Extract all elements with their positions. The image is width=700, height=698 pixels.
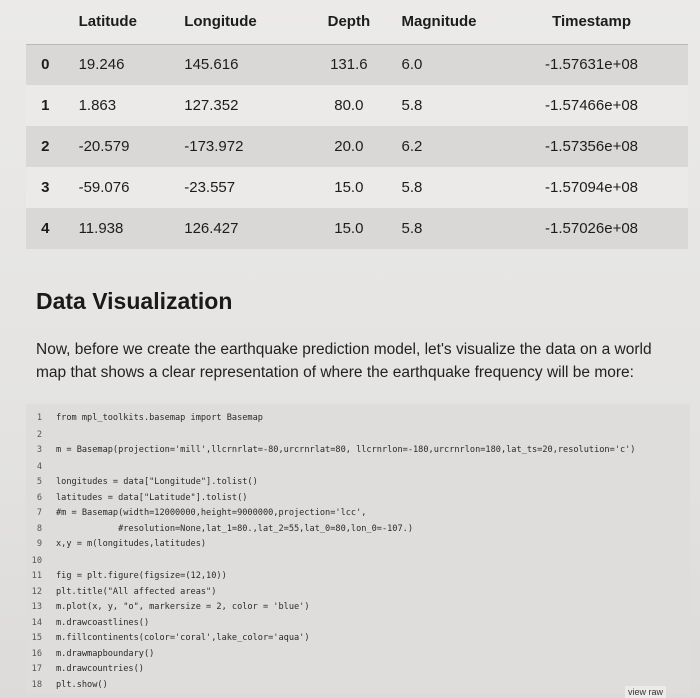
cell-timestamp: -1.57356e+08 (545, 138, 639, 155)
line-number: 7 (36, 508, 42, 518)
section-heading: Data Visualization (36, 288, 233, 314)
column-header-latitude: Latitude (65, 0, 175, 44)
cell-latitude: 11.938 (78, 220, 124, 237)
table-row (26, 44, 688, 85)
code-text: m.fillcontinents(color='coral',lake_color='aqua') (56, 633, 310, 643)
code-line (26, 474, 258, 490)
code-text: fig = plt.figure(figsize=(12,10)) (56, 571, 227, 581)
cell-longitude: 145.616 (184, 56, 239, 74)
row-index: 2 (41, 138, 50, 155)
line-number: 2 (36, 430, 42, 440)
code-line (26, 553, 56, 569)
cell-longitude: 127.352 (184, 97, 239, 114)
code-line (26, 568, 227, 584)
section-paragraph: Now, before we create the earthquake prediction model, let's visualize the data on a world map that shows a clear representation of where the earthquake frequency will be more: (36, 341, 652, 381)
code-line (26, 661, 144, 677)
table-row (26, 167, 688, 208)
line-number: 12 (31, 587, 42, 597)
code-text: #m = Basemap(width=12000000,height=9000000,projection='lcc', (56, 508, 367, 518)
code-text: longitudes = data["Longitude"].tolist() (56, 477, 258, 487)
cell-depth: 15.0 (334, 220, 364, 237)
cell-depth: 80.0 (334, 97, 364, 114)
cell-latitude: -20.579 (78, 138, 130, 155)
table-header-row (26, 0, 688, 44)
cell-magnitude: 5.8 (401, 220, 423, 237)
code-text: m.plot(x, y, "o", markersize = 2, color = 'blue') (56, 602, 310, 612)
cell-depth: 131.6 (330, 56, 368, 74)
code-text: #resolution=None,lat_1=80.,lat_2=55,lat_0=80,lon_0=-107.) (56, 524, 413, 534)
cell-magnitude: 5.8 (401, 179, 423, 196)
table-row (26, 85, 688, 126)
line-number: 6 (36, 493, 42, 503)
cell-timestamp: -1.57631e+08 (545, 56, 639, 74)
code-text: m.drawmapboundary() (56, 649, 155, 659)
cell-longitude: 126.427 (184, 220, 239, 237)
cell-magnitude: 6.0 (401, 56, 423, 74)
code-line (26, 584, 216, 600)
code-text: m.drawcountries() (56, 664, 144, 674)
row-index: 1 (41, 97, 50, 114)
code-line (26, 630, 310, 646)
code-line (26, 677, 108, 693)
code-line (26, 427, 56, 443)
code-line (26, 490, 247, 506)
line-number: 4 (36, 462, 42, 472)
code-line (26, 599, 310, 615)
code-text: from mpl_toolkits.basemap import Basemap (56, 413, 263, 423)
code-line (26, 536, 206, 552)
column-header-magnitude: Magnitude (394, 0, 496, 44)
cell-depth: 15.0 (334, 179, 364, 196)
line-number: 3 (36, 445, 42, 455)
cell-longitude: -23.557 (184, 179, 236, 196)
cell-timestamp: -1.57026e+08 (545, 220, 639, 237)
code-line (26, 615, 149, 631)
code-line (26, 410, 263, 426)
line-number: 5 (36, 477, 42, 487)
cell-latitude: -59.076 (78, 179, 130, 196)
column-header-timestamp: Timestamp (495, 0, 688, 44)
cell-magnitude: 6.2 (401, 138, 423, 155)
line-number: 18 (31, 680, 42, 690)
code-line (26, 646, 154, 662)
line-number: 16 (31, 649, 42, 659)
code-text: x,y = m(longitudes,latitudes) (56, 539, 207, 549)
cell-latitude: 19.246 (78, 56, 125, 74)
line-number: 8 (36, 524, 42, 534)
cell-longitude: -173.972 (184, 138, 244, 155)
code-text: plt.title("All affected areas") (56, 587, 217, 597)
row-index: 4 (41, 220, 50, 237)
code-line (26, 521, 413, 537)
row-index: 0 (41, 56, 50, 74)
line-number: 10 (31, 556, 42, 566)
table-row (26, 208, 688, 249)
line-number: 1 (36, 413, 42, 423)
line-number: 9 (36, 539, 42, 549)
dataframe-table (26, 0, 688, 249)
code-block (26, 404, 690, 694)
code-line (26, 505, 366, 521)
code-line (26, 442, 635, 458)
line-number: 14 (31, 618, 42, 628)
line-number: 13 (31, 602, 42, 612)
line-number: 15 (31, 633, 42, 643)
code-line (26, 459, 56, 475)
index-header (26, 0, 65, 44)
cell-latitude: 1.863 (78, 97, 117, 114)
line-number: 11 (31, 571, 42, 581)
column-header-longitude: Longitude (174, 0, 304, 44)
code-text: m.drawcoastlines() (56, 618, 150, 628)
code-text: latitudes = data["Latitude"].tolist() (56, 493, 248, 503)
column-header-depth: Depth (304, 0, 393, 44)
cell-depth: 20.0 (334, 138, 364, 155)
cell-magnitude: 5.8 (401, 97, 423, 114)
cell-timestamp: -1.57094e+08 (545, 179, 639, 196)
cell-timestamp: -1.57466e+08 (545, 97, 639, 114)
table-row (26, 126, 688, 167)
code-text: plt.show() (56, 680, 108, 690)
row-index: 3 (41, 179, 50, 196)
line-number: 17 (31, 664, 42, 674)
code-text: m = Basemap(projection='mill',llcrnrlat=-80,urcrnrlat=80, llcrnrlon=-180,urcrnrlon=180,lat_ts=20,resolution='c') (56, 445, 636, 455)
view-raw-link[interactable]: view raw (625, 686, 666, 698)
